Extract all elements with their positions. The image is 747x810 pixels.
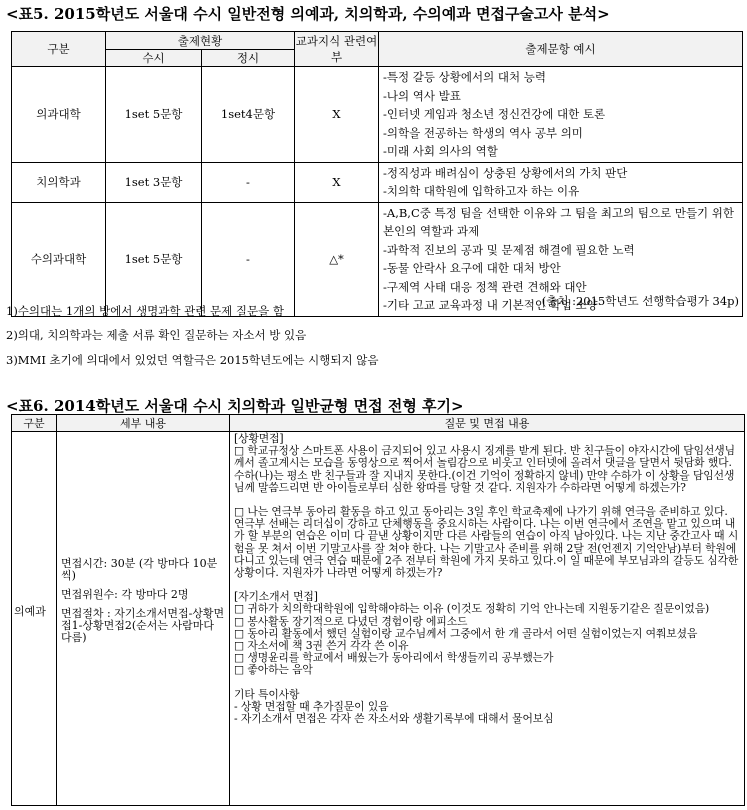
header-details: 세부 내용 bbox=[57, 415, 230, 432]
detail-interviewers: 면접위원수: 각 방마다 2명 bbox=[61, 588, 189, 601]
review-questions bbox=[230, 432, 745, 806]
example-item: -미래 사회 의사의 역할 bbox=[383, 144, 498, 158]
review-category: 의예과 bbox=[12, 432, 57, 806]
table-row bbox=[12, 162, 743, 202]
intro-item: □ 귀하가 치의학대학원에 입학해야하는 이유 (이것도 정확히 기억 안나는데 지원동기같은 질문이었음) bbox=[234, 602, 710, 616]
intro-item: □ 동아리 활동에서 했던 실험이랑 교수님께서 그중에서 한 개 골라서 어떤 실험이었는지 여쭤보셨음 bbox=[234, 626, 698, 640]
row-susi: 1set 5문항 bbox=[106, 67, 202, 163]
table5-source: (출처 :2015학년도 선행학습평가 34p) bbox=[541, 294, 739, 308]
example-item: -치의학 대학원에 입학하고자 하는 이유 bbox=[383, 184, 580, 198]
row-susi: 1set 5문항 bbox=[106, 202, 202, 316]
review-details bbox=[57, 432, 230, 806]
header-category: 구분 bbox=[12, 415, 57, 432]
footnote-2: 2)의대, 치의학과는 제출 서류 확인 질문하는 자소서 방 있음 bbox=[6, 328, 307, 342]
row-jeongsi: 1set4문항 bbox=[202, 67, 295, 163]
example-item: -과학적 진보의 공과 및 문제점 해결에 필요한 노력 bbox=[383, 242, 635, 257]
example-item: -구제역 사태 대응 정책 관련 견해와 대안 bbox=[383, 279, 587, 294]
row-related: X bbox=[295, 162, 379, 202]
detail-time: 면접시간: 30분 (각 방마다 10분씩) bbox=[61, 557, 218, 582]
row-examples bbox=[379, 67, 743, 163]
example-item: -기타 고교 교육과정 내 기본적인 학업 소양 bbox=[383, 298, 598, 312]
etc-header: 기타 특이사항 bbox=[234, 687, 300, 701]
row-category: 치의학과 bbox=[12, 162, 106, 202]
header-questions: 질문 및 면접 내용 bbox=[230, 415, 745, 432]
example-item: -정직성과 배려심이 상충된 상황에서의 가치 판단 bbox=[383, 165, 628, 180]
etc-item: - 자기소개서 면접은 각자 쓴 자소서와 생활기록부에 대해서 물어보심 bbox=[234, 712, 554, 726]
header-jeongsi: 정시 bbox=[202, 50, 295, 67]
header-examples: 출제문항 예시 bbox=[379, 32, 743, 67]
header-status: 출제현황 bbox=[106, 32, 295, 50]
example-item: -나의 역사 발표 bbox=[383, 88, 461, 103]
example-item: -특정 갈등 상황에서의 대처 능력 bbox=[383, 70, 546, 84]
example-item: -의학을 전공하는 학생의 역사 공부 의미 bbox=[383, 125, 583, 140]
intro-item: □ 생명윤리를 학교에서 배웠는가 동아리에서 학생들끼리 공부했는가 bbox=[234, 651, 554, 665]
row-related: X bbox=[295, 67, 379, 163]
interview-review-table bbox=[11, 414, 745, 806]
detail-procedure: 면접절차 : 자기소개서면접-상황면접1-상황면접2(순서는 사람마다 다름) bbox=[61, 607, 225, 644]
header-subject-knowledge: 교과지식 관련여부 bbox=[295, 32, 379, 67]
example-item: -A,B,C중 특정 팀을 선택한 이유와 그 팀을 최고의 팀으로 만들기 위한 본인의 역할과 과제 bbox=[383, 205, 735, 238]
row-examples bbox=[379, 162, 743, 202]
row-jeongsi: - bbox=[202, 162, 295, 202]
table-row bbox=[12, 67, 743, 163]
situation-question-2: □ 나는 연극부 동아리 활동을 하고 있고 동아리는 3일 후인 학교축제에 나가기 위해 연극을 준비하고 있다. 연극부 선배는 리더십이 강하고 단체행동을 중요시하는 사람이다. 나는 이번 연극에서 조연을 맡고 있으며 내가 할 부분의 연습은 이미 다 끝낸 상황이지만 다른 사람들의 연습이 아직 남아있다. 나는 지난 중간고사 때 시험을 못 쳐서 이번 기말고사를 잘 쳐야 한다. 나는 기말고사 준비를 위해 2달 전(언젠지 기억안남)부터 학원에 다니고 있는데 연극 연습 때문에 2주 전부터 학원에 가지 못하고 있다.이 일 때문에 부모님과의 갈등도 심각한 상황이다. 지원자가 나라면 어떻게 하겠는가? bbox=[234, 505, 739, 580]
header-category: 구분 bbox=[12, 32, 106, 67]
row-susi: 1set 3문항 bbox=[106, 162, 202, 202]
intro-item: □ 좋아하는 음악 bbox=[234, 663, 313, 677]
interview-analysis-table bbox=[11, 31, 743, 317]
intro-header: [자기소개서 면접] bbox=[234, 590, 318, 604]
row-jeongsi: - bbox=[202, 202, 295, 316]
intro-item: □ 자소서에 책 3권 쓴거 각각 쓴 이유 bbox=[234, 639, 409, 653]
header-susi: 수시 bbox=[106, 50, 202, 67]
row-related: △* bbox=[295, 202, 379, 316]
table6-title: <표6. 2014학년도 서울대 수시 치의학과 일반균형 면접 전형 후기> bbox=[6, 397, 464, 415]
etc-item: - 상황 면접할 때 추가질문이 있음 bbox=[234, 699, 389, 713]
situation-question-1: □ 학교규정상 스마트폰 사용이 금지되어 있고 사용시 징계를 받게 된다. 반 친구들이 야자시간에 담임선생님께서 졸고계시는 모습을 동영상으로 찍어서 놀림감으로 비웃고 인터넷에 올려서 댓글을 달면서 뒷담화 했다. 수하(나)는 평소 반 친구들과 잘 지내지 못한다.(이건 기억이 정확하지 않네) 만약 수하가 이 상황을 담임선생님께 말씀드리면 반 아이들로부터 심한 왕따를 당할 것 같다. 지원자가 수하라면 어떻게 하겠는가? bbox=[234, 444, 735, 494]
intro-item: □ 봉사활동 장기적으로 다녔던 경험이랑 에피소드 bbox=[234, 614, 468, 628]
footnote-1: 1)수의대는 1개의 방에서 생명과학 관련 문제 질문을 함 bbox=[6, 304, 284, 318]
example-item: -인터넷 게임과 청소년 정신건강에 대한 토론 bbox=[383, 107, 606, 121]
table-row bbox=[12, 432, 745, 806]
table5-title: <표5. 2015학년도 서울대 수시 일반전형 의예과, 치의학과, 수의예과 면접구술고사 분석> bbox=[6, 5, 610, 23]
footnote-3: 3)MMI 초기에 의대에서 있었던 역할극은 2015학년도에는 시행되지 않음 bbox=[6, 353, 379, 367]
example-item: -동물 안락사 요구에 대한 대처 방안 bbox=[383, 261, 561, 275]
row-category: 의과대학 bbox=[12, 67, 106, 163]
situation-header: [상황면접] bbox=[234, 432, 284, 445]
row-category: 수의과대학 bbox=[12, 202, 106, 316]
